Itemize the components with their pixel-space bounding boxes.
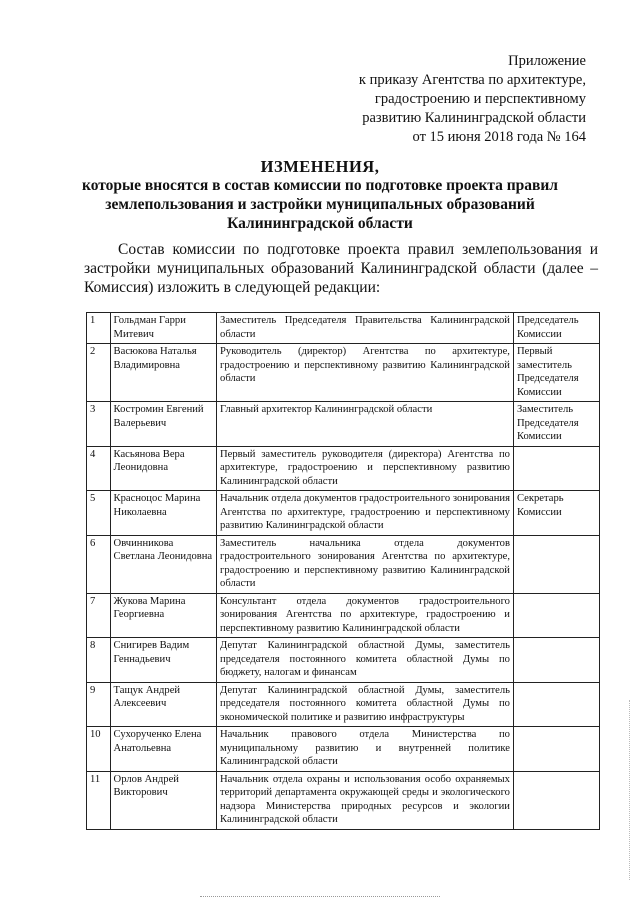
table-row bbox=[87, 344, 600, 402]
row-number: 10 bbox=[87, 727, 111, 772]
document-title bbox=[0, 157, 640, 233]
member-role: Заместитель Председателя Комиссии bbox=[513, 402, 599, 447]
member-role bbox=[513, 535, 599, 593]
member-name: Снигирев Вадим Геннадьевич bbox=[110, 638, 216, 683]
row-number: 7 bbox=[87, 593, 111, 638]
title-line: которые вносятся в состав комиссии по подготовке проекта правил bbox=[82, 177, 558, 194]
title-line: землепользования и застройки муниципальных образований bbox=[105, 196, 535, 213]
member-name: Тащук Андрей Алексеевич bbox=[110, 682, 216, 727]
row-number: 6 bbox=[87, 535, 111, 593]
member-name: Костромин Евгений Валерьевич bbox=[110, 402, 216, 447]
member-position: Начальник правового отдела Министерства по муниципальному развитию и внутренней политике Калининградской области bbox=[217, 727, 514, 772]
member-role bbox=[513, 682, 599, 727]
member-name: Касьянова Вера Леонидовна bbox=[110, 446, 216, 491]
member-role bbox=[513, 446, 599, 491]
appendix-line: развитию Калининградской области bbox=[362, 110, 586, 126]
row-number: 11 bbox=[87, 771, 111, 829]
table-row bbox=[87, 491, 600, 536]
table-row bbox=[87, 535, 600, 593]
member-name: Жукова Марина Георгиевна bbox=[110, 593, 216, 638]
row-number: 3 bbox=[87, 402, 111, 447]
member-role bbox=[513, 771, 599, 829]
row-number: 8 bbox=[87, 638, 111, 683]
row-number: 2 bbox=[87, 344, 111, 402]
title-main: ИЗМЕНЕНИЯ, bbox=[260, 157, 380, 176]
member-position: Первый заместитель руководителя (директора) Агентства по архитектуре, градостроению и перспективному развитию Калининградской области bbox=[217, 446, 514, 491]
member-position: Начальник отдела документов градостроительного зонирования Агентства по архитектуре, градостроению и перспективному развитию Калининградской области bbox=[217, 491, 514, 536]
member-position: Начальник отдела охраны и использования особо охраняемых территорий департамента окружающей среды и экологического надзора Министерства природных ресурсов и экологии Калининградской области bbox=[217, 771, 514, 829]
member-role bbox=[513, 727, 599, 772]
row-number: 9 bbox=[87, 682, 111, 727]
member-role: Председатель Комиссии bbox=[513, 313, 599, 344]
table-row bbox=[87, 402, 600, 447]
table-row bbox=[87, 313, 600, 344]
member-position: Депутат Калининградской областной Думы, заместитель председателя постоянного комитета областной Думы по бюджету, налогам и финансам bbox=[217, 638, 514, 683]
member-position: Главный архитектор Калининградской области bbox=[217, 402, 514, 447]
table-row bbox=[87, 771, 600, 829]
member-name: Красноцос Марина Николаевна bbox=[110, 491, 216, 536]
row-number: 4 bbox=[87, 446, 111, 491]
appendix-line: Приложение bbox=[508, 53, 586, 69]
member-name: Гольдман Гарри Митевич bbox=[110, 313, 216, 344]
row-number: 1 bbox=[87, 313, 111, 344]
table-row bbox=[87, 446, 600, 491]
scan-artifact-bottom bbox=[200, 896, 440, 899]
member-position: Руководитель (директор) Агентства по архитектуре, градостроению и перспективному развитию Калининградской области bbox=[217, 344, 514, 402]
intro-paragraph: Состав комиссии по подготовке проекта правил землепользования и застройки муниципальных образований Калининградской области (далее – Комиссия) изложить в следующей редакции: bbox=[84, 241, 598, 296]
table-row bbox=[87, 593, 600, 638]
appendix-line: к приказу Агентства по архитектуре, bbox=[358, 72, 586, 88]
member-name: Орлов Андрей Викторович bbox=[110, 771, 216, 829]
member-role bbox=[513, 638, 599, 683]
members-table bbox=[86, 312, 600, 830]
table-row bbox=[87, 638, 600, 683]
title-line: Калининградской области bbox=[227, 215, 413, 232]
appendix-header bbox=[326, 52, 586, 147]
scan-artifact-edge bbox=[629, 700, 632, 880]
member-role bbox=[513, 593, 599, 638]
member-position: Заместитель начальника отдела документов градостроительного зонирования Агентства по архитектуре, градостроению и перспективному развитию Калининградской области bbox=[217, 535, 514, 593]
table-row bbox=[87, 682, 600, 727]
member-position: Заместитель Председателя Правительства Калининградской области bbox=[217, 313, 514, 344]
appendix-line: градостроению и перспективному bbox=[374, 91, 586, 107]
member-position: Депутат Калининградской областной Думы, заместитель председателя постоянного комитета областной Думы по экономической политике и развитию инфраструктуры bbox=[217, 682, 514, 727]
member-name: Овчинникова Светлана Леонидовна bbox=[110, 535, 216, 593]
row-number: 5 bbox=[87, 491, 111, 536]
member-role: Первый заместитель Председателя Комиссии bbox=[513, 344, 599, 402]
member-position: Консультант отдела документов градостроительного зонирования Агентства по архитектуре, градостроению и перспективному развитию Калининградской области bbox=[217, 593, 514, 638]
member-name: Сухорученко Елена Анатольевна bbox=[110, 727, 216, 772]
appendix-line: от 15 июня 2018 года № 164 bbox=[412, 129, 586, 145]
member-role: Секретарь Комиссии bbox=[513, 491, 599, 536]
table-row bbox=[87, 727, 600, 772]
member-name: Васюкова Наталья Владимировна bbox=[110, 344, 216, 402]
